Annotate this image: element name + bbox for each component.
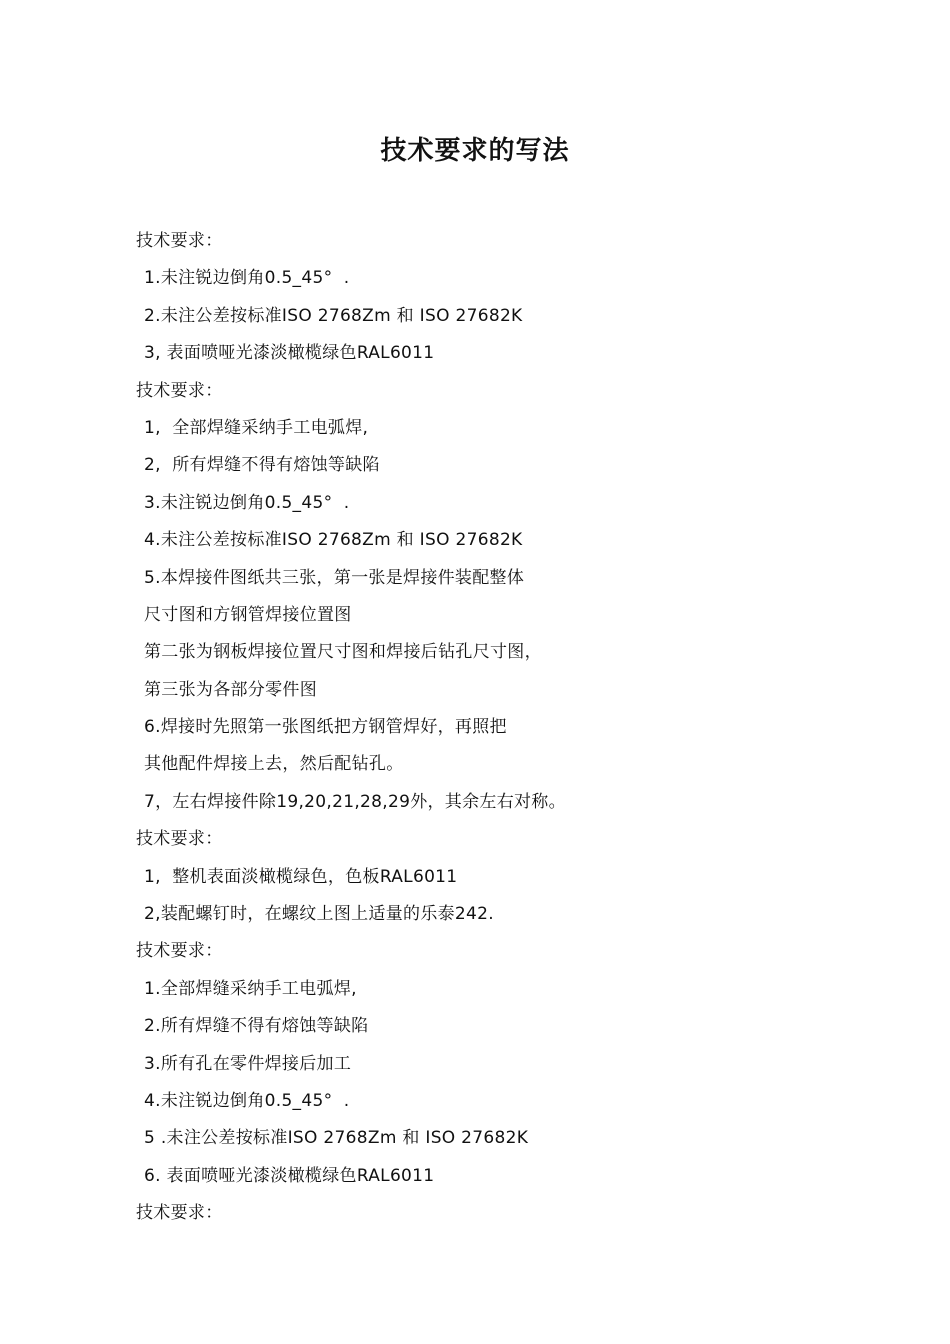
section-heading: 技术要求： (136, 1203, 223, 1224)
section-heading: 技术要求： (136, 380, 223, 401)
document-body (136, 223, 856, 1233)
requirement-line: 第三张为各部分零件图 (144, 679, 317, 700)
requirement-line: 尺寸图和方钢管焊接位置图 (144, 604, 352, 625)
requirement-line: 1.未注锐边倒角0.5_45° . (144, 268, 350, 289)
requirement-line: 5 .未注公差按标准ISO 2768Zm 和 ISO 27682K (144, 1128, 529, 1149)
requirement-line: 1, 整机表面淡橄榄绿色，色板RAL6011 (144, 866, 458, 887)
requirement-line: 6. 表面喷哑光漆淡橄榄绿色RAL6011 (144, 1165, 435, 1186)
requirement-line: 2,装配螺钉时，在螺纹上图上适量的乐泰242. (144, 904, 494, 925)
requirement-line: 其他配件焊接上去，然后配钻孔。 (144, 754, 404, 775)
requirement-line: 7，左右焊接件除19,20,21,28,29外，其余左右对称。 (144, 791, 566, 812)
document-title: 技术要求的写法 (380, 136, 570, 166)
requirement-line: 3.未注锐边倒角0.5_45° . (144, 492, 350, 513)
requirement-line: 1.全部焊缝采纳手工电弧焊, (144, 978, 357, 999)
requirement-line: 4.未注公差按标准ISO 2768Zm 和 ISO 27682K (144, 530, 523, 551)
requirement-line: 3, 表面喷哑光漆淡橄榄绿色RAL6011 (144, 343, 435, 364)
requirement-line: 6.焊接时先照第一张图纸把方钢管焊好，再照把 (144, 717, 507, 738)
requirement-line: 5.本焊接件图纸共三张，第一张是焊接件装配整体 (144, 567, 525, 588)
requirement-line: 2.未注公差按标准ISO 2768Zm 和 ISO 27682K (144, 305, 523, 326)
requirement-line: 1, 全部焊缝采纳手工电弧焊, (144, 417, 369, 438)
section-heading: 技术要求： (136, 941, 223, 962)
section-heading: 技术要求： (136, 231, 223, 251)
requirement-line: 2, 所有焊缝不得有熔蚀等缺陷 (144, 455, 380, 476)
requirement-line: 3.所有孔在零件焊接后加工 (144, 1053, 352, 1074)
requirement-line: 2.所有焊缝不得有熔蚀等缺陷 (144, 1016, 369, 1037)
requirement-line: 第二张为钢板焊接位置尺寸图和焊接后钻孔尺寸图， (144, 642, 542, 663)
section-heading: 技术要求： (136, 829, 223, 850)
requirement-line: 4.未注锐边倒角0.5_45° . (144, 1090, 350, 1111)
